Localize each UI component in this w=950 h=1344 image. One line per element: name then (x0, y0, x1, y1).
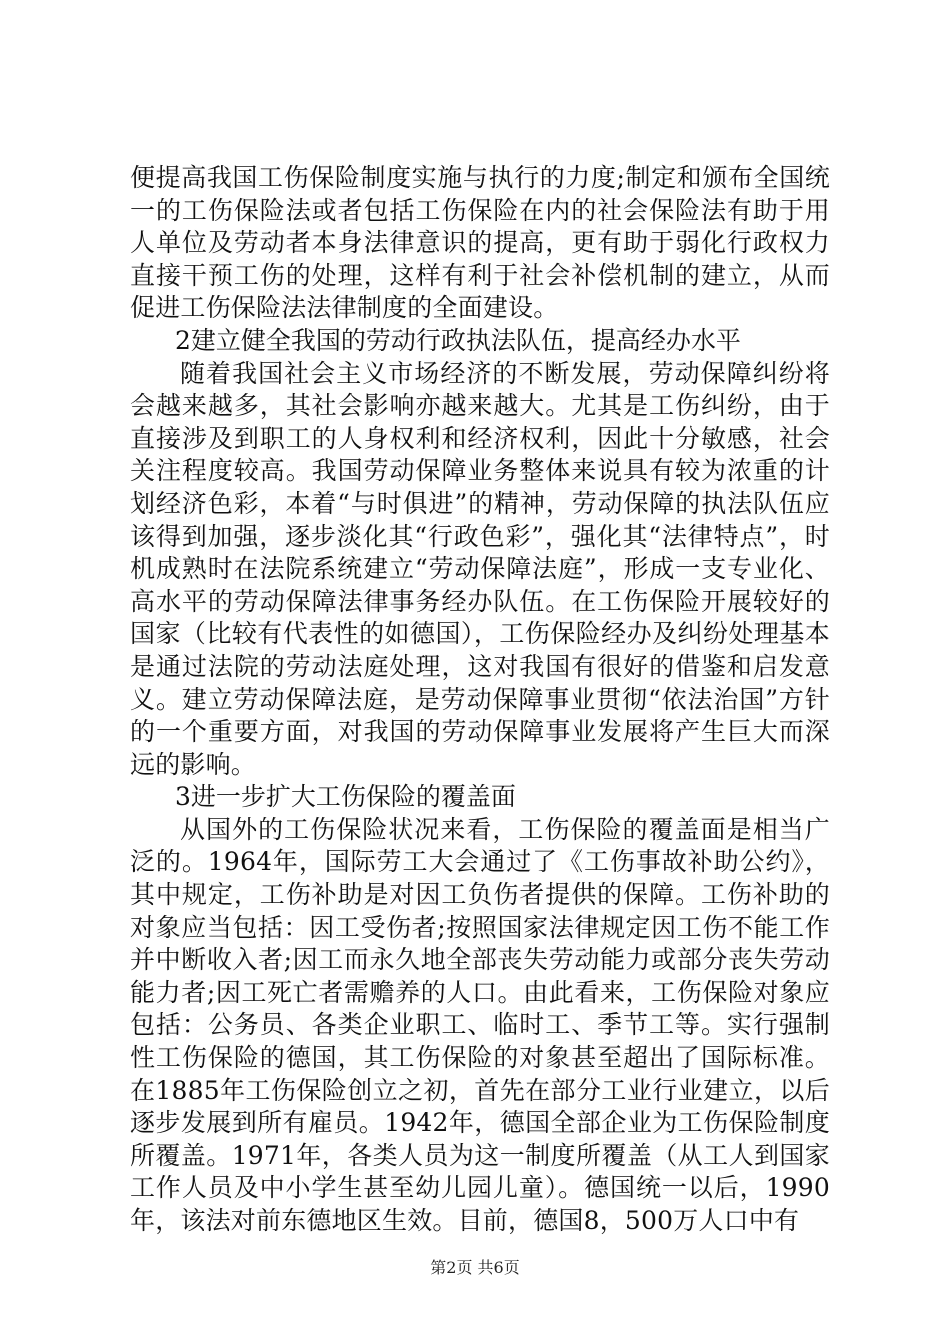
section-heading-2: 2建立健全我国的劳动行政执法队伍，提高经办水平 (175, 325, 741, 355)
paragraph-continued: 便提高我国工伤保险制度实施与执行的力度;制定和颁布全国统一的工伤保险法或者包括工伤保险在内的社会保险法有助于用人单位及劳动者本身法律意识的提高，更有助于弱化行政权力直接干预工伤的处理，这样有利于社会补偿机制的建立，从而促进工伤保险法法律制度的全面建设。 (130, 163, 830, 323)
paragraph-coverage: 从国外的工伤保险状况来看，工伤保险的覆盖面是相当广泛的。1964年，国际劳工大会通过了《工伤事故补助公约》，其中规定，工伤补助是对因工负伤者提供的保障。工伤补助的对象应当包括：因工受伤者;按照国家法律规定因工伤不能工作并中断收入者;因工而永久地全部丧失劳动能力或部分丧失劳动能力者;因工死亡者需赡养的人口。由此看来，工伤保险对象应包括：公务员、各类企业职工、临时工、季节工等。实行强制性工伤保险的德国，其工伤保险的对象甚至超出了国际标准。在1885年工伤保险创立之初，首先在部分工业行业建立，以后逐步发展到所有雇员。1942年，德国全部企业为工伤保险制度所覆盖。1971年，各类人员为这一制度所覆盖（从工人到国家工作人员及中小学生甚至幼儿园儿童）。德国统一以后，1990年，该法对前东德地区生效。目前，德国8，500万人口中有 (130, 814, 830, 1235)
paragraph-labor-enforcement: 随着我国社会主义市场经济的不断发展，劳动保障纠纷将会越来越多，其社会影响亦越来越大。尤其是工伤纠纷，由于直接涉及到职工的人身权利和经济权利，因此十分敏感，社会关注程度较高。我国劳动保障业务整体来说具有较为浓重的计划经济色彩，本着“与时俱进”的精神，劳动保障的执法队伍应该得到加强，逐步淡化其“行政色彩”，强化其“法律特点”，时机成熟时在法院系统建立“劳动保障法庭”，形成一支专业化、高水平的劳动保障法律事务经办队伍。在工伤保险开展较好的国家（比较有代表性的如德国），工伤保险经办及纠纷处理基本是通过法院的劳动法庭处理，这对我国有很好的借鉴和启发意义。建立劳动保障法庭，是劳动保障事业贯彻“依法治国”方针的一个重要方面，对我国的劳动保障事业发展将产生巨大而深远的影响。 (130, 358, 830, 779)
page-footer: 第2页 共6页 (430, 1258, 520, 1277)
section-heading-3: 3进一步扩大工伤保险的覆盖面 (175, 782, 516, 812)
document-page (130, 162, 830, 1238)
